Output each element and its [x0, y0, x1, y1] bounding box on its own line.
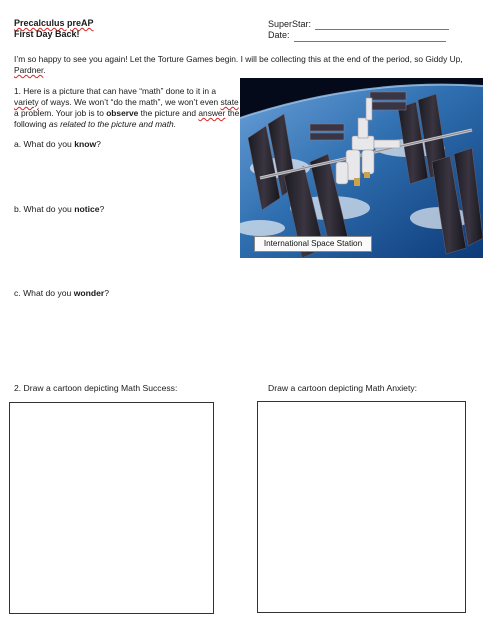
question-b-keyword: notice [74, 204, 100, 214]
q1-text-3: a problem. Your job is to [14, 108, 107, 119]
q1-text-4: the picture and [138, 108, 199, 119]
question-a-prefix: a. What do you [14, 139, 75, 149]
course-title [14, 18, 94, 29]
question-b [14, 204, 104, 215]
question-c [14, 288, 109, 299]
date-row [268, 30, 449, 41]
name-date-fields [268, 19, 449, 42]
intro-text: I’m so happy to see you again! Let the Torture Games begin. I will be collecting this at the end of the period, so Giddy Up, [14, 54, 463, 64]
q1-state: state [220, 97, 239, 108]
q1-text-5: the following [14, 108, 240, 130]
question-c-prefix: c. What do you [14, 288, 74, 298]
q1-emphasis: as related to the picture and math. [48, 119, 177, 130]
q1-variety: variety [14, 97, 39, 108]
question-c-keyword: wonder [73, 288, 105, 298]
question-a-keyword: know [74, 139, 97, 149]
q1-text-1: 1. Here is a picture that can have “math” done to it in a [14, 86, 217, 96]
math-success-label: 2. Draw a cartoon depicting Math Success: [14, 383, 178, 393]
question-b-suffix: ? [99, 204, 105, 214]
q1-text-2: of ways. We won’t “do the math”, we won’t even [38, 97, 221, 108]
q1-answer: answer [198, 108, 226, 119]
space-station-illustration [240, 78, 483, 258]
superstar-blank[interactable] [315, 21, 449, 30]
question-c-suffix: ? [104, 288, 110, 298]
date-label: Date: [268, 30, 290, 41]
superstar-label: SuperStar: [268, 19, 312, 29]
question-a [14, 139, 101, 150]
intro-paragraph [14, 54, 474, 76]
date-blank[interactable] [294, 33, 446, 42]
math-anxiety-label: Draw a cartoon depicting Math Anxiety: [268, 383, 418, 393]
photo-caption: International Space Station [254, 236, 372, 252]
worksheet-title [14, 18, 94, 40]
question-b-prefix: b. What do you [14, 204, 75, 214]
course-title-text: Precalculus preAP [14, 18, 94, 28]
math-anxiety-drawing-box[interactable] [257, 401, 466, 613]
superstar-row [268, 19, 449, 30]
math-success-drawing-box[interactable] [9, 402, 214, 614]
worksheet-subtitle: First Day Back! [14, 28, 80, 39]
intro-end: . [43, 65, 46, 76]
intro-pardner: Pardner [14, 65, 44, 76]
q1-observe: observe [106, 108, 139, 119]
question-a-suffix: ? [96, 139, 101, 149]
question-1-instructions [14, 86, 240, 130]
space-station-photo [240, 78, 483, 258]
